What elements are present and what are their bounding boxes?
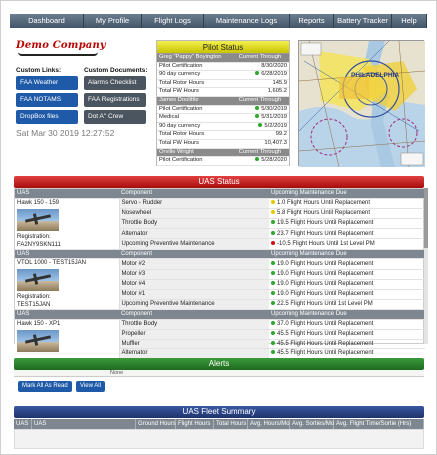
pilot-status-label: Total Rotor Hours [157,79,231,88]
status-dot-green-icon [271,271,275,275]
maintenance-due-text: 19.5 Flight Hours Until Replacement [277,220,374,227]
uas-name[interactable]: Hawk 150 - XP1 [17,321,61,328]
pilot-status-value [231,122,289,131]
nav-item-help[interactable]: Help [392,14,427,28]
alerts-none-text: None [110,370,124,376]
uas-status-header-1: Component [119,189,269,198]
pilot-status-label: Pilot Certification [157,105,231,114]
component-name: Propeller [119,329,269,339]
uas-status-row [15,320,425,330]
pilot-header-row [157,148,289,157]
link-faa-notams[interactable]: FAA NOTAMS [16,93,78,107]
status-dot-green-icon [271,291,275,295]
doc-crew[interactable]: Dot A" Crew [84,110,146,124]
uas-name[interactable]: VTOL 1000 - TEST15JAN [17,260,86,267]
uas-status-header-2: Upcoming Maintenance Due [269,310,425,320]
component-name: Motor #2 [119,259,269,269]
pilot-status-row [157,139,289,148]
scroll-thumb[interactable] [424,188,428,248]
uas-cell [15,320,119,359]
status-dot-green-icon [255,71,259,75]
pilot-status-row [157,131,289,140]
status-dot-green-icon [271,261,275,265]
status-dot-green-icon [271,341,275,345]
pilot-status-panel [156,40,290,166]
uas-photo [17,269,59,291]
uas-photo [17,209,59,231]
current-through-header: Current Through [231,54,289,62]
pilot-status-label: Medical [157,114,231,123]
pilot-status-row [157,114,289,123]
pilot-status-value [231,114,289,123]
pilot-status-row [157,88,289,97]
pilot-status-label: 90 day currency [157,71,231,80]
uas-name[interactable]: Hawk 150 - 159 [17,199,60,206]
uas-status-header-2: Upcoming Maintenance Due [269,189,425,198]
summary-header-5[interactable]: Avg. Hours/Mo [250,421,290,427]
nav-bar [10,14,427,28]
component-name: Nosewheel [119,208,269,218]
doc-faa-registrations[interactable]: FAA Registrations [84,93,146,107]
aircraft-icon [25,335,51,343]
status-dot-green-icon [271,331,275,335]
custom-links-label: Custom Links: [16,67,62,74]
summary-header-6[interactable]: Avg. Sorties/Mo [292,421,335,427]
uas-status-header-2: Upcoming Maintenance Due [269,249,425,259]
pilot-status-value [231,71,289,80]
summary-header-0[interactable]: UAS [14,419,32,429]
uas-photo [17,330,59,352]
pilot-header-row [157,54,289,62]
pilot-status-value-text: 6/28/2019 [261,71,287,78]
status-dot-green-icon [271,321,275,325]
pilot-status-value [231,88,289,97]
maintenance-due [269,320,425,330]
maintenance-due-text: 5.8 Flight Hours Until Replacement [277,210,371,217]
summary-header-3[interactable]: Flight Hours [176,419,214,429]
nav-item-battery-tracker[interactable]: Battery Tracker [334,14,392,28]
component-name: Alternator [119,349,269,359]
maintenance-due [269,349,425,359]
uas-status-header-0: UAS [15,249,119,259]
component-name: Motor #3 [119,269,269,279]
uas-cell [15,198,119,249]
uas-cell [15,259,119,310]
maintenance-due [269,269,425,279]
link-dropbox-files[interactable]: DropBox files [16,110,78,124]
fleet-summary-header [14,419,424,429]
maintenance-due-text: 19.0 Flight Hours Until Replacement [277,260,374,267]
maintenance-due [269,300,425,310]
pilot-status-row [157,79,289,88]
current-datetime: Sat Mar 30 2019 12:27:52 [16,128,115,138]
pilot-status-value [231,131,289,140]
pilot-status-value-text: 5/30/2019 [261,105,287,112]
status-dot-red-icon [271,241,275,245]
pilot-status-label: 90 day currency [157,122,231,131]
uas-status-header-1: Component [119,249,269,259]
component-name: Upcoming Preventive Maintenance [119,239,269,249]
pilot-status-value [231,157,289,166]
aircraft-icon [25,214,51,222]
company-logo [16,40,106,58]
nav-item-my-profile[interactable]: My Profile [84,14,142,28]
maintenance-due-text: 19.0 Flight Hours Until Replacement [277,270,374,277]
summary-header-2[interactable]: Ground Hours [138,421,176,427]
maintenance-due-text: 45.5 Flight Hours Until Replacement [277,340,374,347]
maintenance-due [269,219,425,229]
logo-text: Demo Company [16,40,106,51]
pilot-status-label: Total Rotor Hours [157,131,231,140]
uas-status-header-1: Component [119,310,269,320]
uas-status-title: UAS Status [14,176,424,188]
logo-swoosh [18,52,98,56]
status-dot-green-icon [255,106,259,110]
nav-item-flight-logs[interactable]: Flight Logs [142,14,204,28]
pilot-name[interactable]: Greg "Pappy" Boyington [157,54,231,62]
maintenance-due-text: 23.7 Flight Hours Until Replacement [277,230,374,237]
component-name: Muffler [119,339,269,349]
maintenance-due [269,239,425,249]
status-dot-green-icon [255,114,259,118]
pilot-status-row [157,122,289,131]
maintenance-due-text: 45.5 Flight Hours Until Replacement [277,330,374,337]
mark-all-read-button[interactable]: Mark All As Read [18,381,72,392]
current-through-header: Current Through [231,148,289,157]
status-dot-green-icon [271,231,275,235]
pilot-status-row [157,157,289,166]
status-dot-green-icon [271,350,275,354]
airspace-map[interactable] [298,40,424,166]
summary-header-1[interactable]: UAS [32,419,136,429]
maintenance-due [269,329,425,339]
component-name: Servo - Rudder [119,198,269,208]
component-name: Throttle Body [119,320,269,330]
fleet-summary-title: UAS Fleet Summary [14,406,424,418]
pilot-status-value [231,105,289,114]
doc-alarms-checklist[interactable]: Alarms Checklist [84,76,146,90]
uas-status-row [15,259,425,269]
maintenance-due-text: 19.0 Flight Hours Until Replacement [277,291,374,298]
link-faa-weather[interactable]: FAA Weather [16,76,78,90]
status-dot-green-icon [258,123,262,127]
maintenance-due [269,259,425,269]
registration-value: TEST15JAN [17,302,51,309]
pilot-status-value-text: 5/28/2020 [261,157,287,164]
summary-header-7[interactable]: Avg. Flight Time/Sortie (Hrs) [334,419,424,429]
nav-item-dashboard[interactable]: Dashboard [10,14,84,28]
uas-status-table [15,189,425,359]
nav-item-maintenance-logs[interactable]: Maintenance Logs [204,14,290,28]
pilot-status-value-text: 99.2 [275,131,287,138]
pilot-status-label: Total FW Hours [157,88,231,97]
registration-label: Registration: [17,294,51,301]
top-nav [0,0,437,28]
maintenance-due [269,279,425,289]
current-through-header: Current Through [231,96,289,105]
uas-status-header-row [15,189,425,198]
pilot-status-row [157,62,289,71]
maintenance-due-text: 22.5 Flight Hours Until 1st Level PM [277,301,373,308]
status-dot-green-icon [271,220,275,224]
uas-status-header-0: UAS [15,310,119,320]
pilot-status-row [157,71,289,80]
uas-status-header-0: UAS [15,189,119,198]
uas-status-scrollbar[interactable] [424,188,428,344]
status-dot-green-icon [271,301,275,305]
component-name: Motor #4 [119,279,269,289]
pilot-status-label: Pilot Certification [157,157,231,166]
alerts-row [14,370,424,377]
pilot-status-value-text: 5/2/2019 [264,122,287,129]
uas-status-table-wrap [14,188,424,357]
uas-status-header-row [15,310,425,320]
registration-label: Registration: [17,233,51,240]
component-name: Alternator [119,229,269,239]
sectional-chart [299,41,425,167]
maintenance-due [269,229,425,239]
uas-status-row [15,198,425,208]
pilot-status-value [231,79,289,88]
pilot-status-value-text: 145.9 [272,79,287,86]
status-dot-yellow-icon [271,210,275,214]
uas-status-header-row [15,249,425,259]
pilot-status-value [231,139,289,148]
component-name: Upcoming Preventive Maintenance [119,300,269,310]
maintenance-due-text: -10.5 Flight Hours Until 1st Level PM [277,240,375,247]
pilot-status-value [231,62,289,71]
maintenance-due-text: 37.0 Flight Hours Until Replacement [277,321,374,328]
pilot-header-row [157,96,289,105]
maintenance-due [269,289,425,299]
pilot-status-value-text: 1,605.2 [267,88,287,95]
pilot-status-title: Pilot Status [157,41,289,54]
pilot-status-label: Total FW Hours [157,139,231,148]
pilot-status-value-text: 8/30/2020 [261,62,287,69]
pilot-name[interactable]: James Doolittle [157,96,231,105]
maintenance-due-text: 19.0 Flight Hours Until Replacement [277,281,374,288]
summary-header-4[interactable]: Total Hours [216,421,247,427]
maintenance-due-text: 45.5 Flight Hours Until Replacement [277,350,374,357]
pilot-status-row [157,105,289,114]
maintenance-due [269,208,425,218]
registration-value: FA2NY9SKN111 [17,241,61,248]
nav-item-reports[interactable]: Reports [290,14,334,28]
maintenance-due [269,339,425,349]
maintenance-due-text: 1.0 Flight Hours Until Replacement [277,199,371,206]
alerts-title: Alerts [14,358,424,370]
maintenance-due [269,198,425,208]
aircraft-icon [25,275,51,283]
pilot-status-table [157,54,289,166]
component-name: Throttle Body [119,219,269,229]
pilot-status-value-text: 10,407.3 [264,139,287,146]
fleet-summary-body [14,429,424,449]
map-city-label: PHILADELPHIA [351,72,400,79]
view-all-button[interactable]: View All [76,381,105,392]
pilot-name[interactable]: Orville Wright [157,148,231,157]
status-dot-green-icon [271,281,275,285]
component-name: Motor #1 [119,289,269,299]
status-dot-yellow-icon [271,200,275,204]
custom-documents-label: Custom Documents: [84,67,148,74]
status-dot-green-icon [255,157,259,161]
pilot-status-label: Pilot Certification [157,62,231,71]
pilot-status-value-text: 5/31/2019 [261,114,287,121]
